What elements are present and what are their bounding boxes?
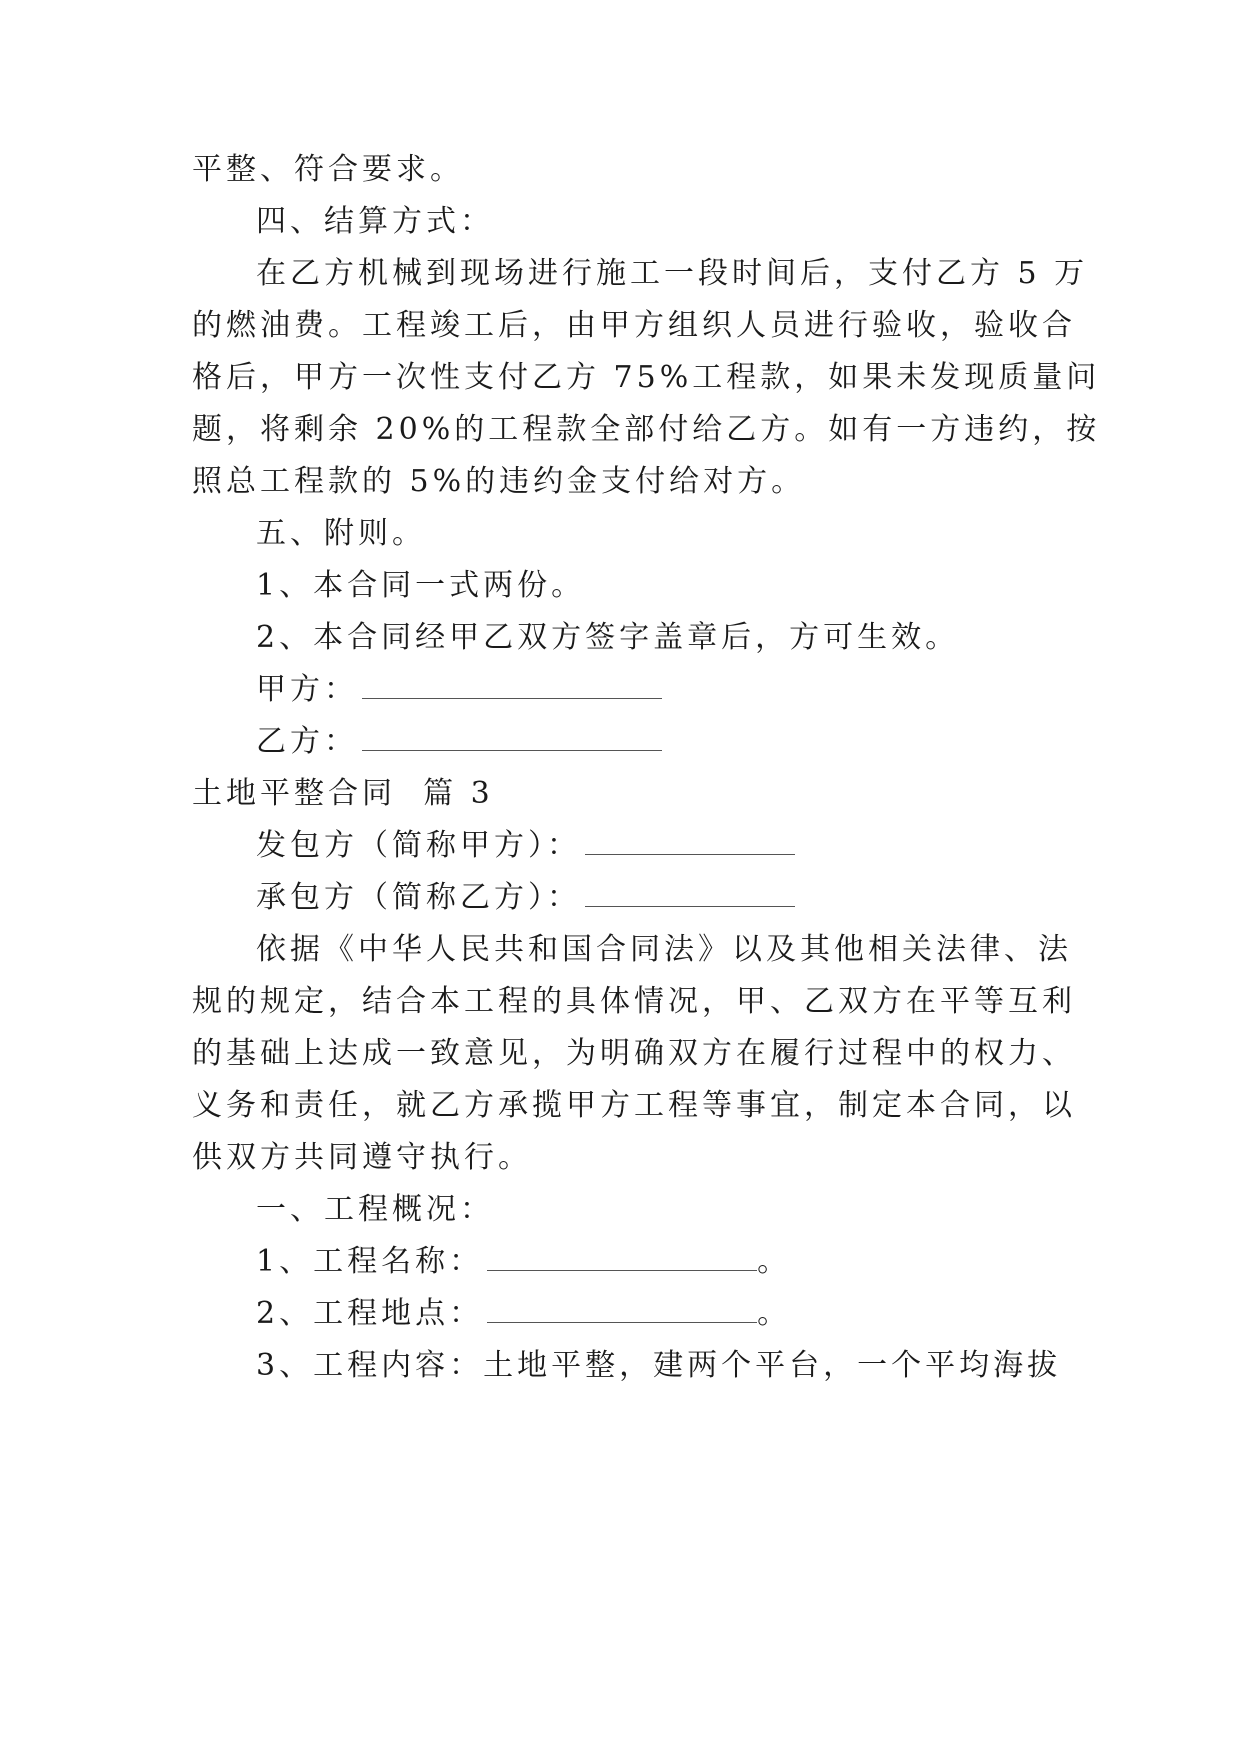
line-text: 2、工程地点：	[256, 1296, 484, 1331]
line-text: 供双方共同遵守执行。	[192, 1140, 532, 1175]
line-text: 平整、符合要求。	[192, 152, 464, 187]
text-line	[192, 982, 1076, 1022]
text-line	[256, 566, 585, 606]
issuer-blank	[585, 826, 795, 855]
line-text: 格后，甲方一次性支付乙方 75%工程款，如果未发现质量问	[192, 360, 1101, 395]
line-suffix: 。	[757, 1244, 792, 1279]
party-a-blank	[362, 670, 662, 699]
project-location-line	[256, 1294, 791, 1334]
text-line	[192, 358, 1100, 398]
line-text: 发包方（简称甲方）：	[256, 828, 581, 863]
party-b-signature-line	[256, 722, 662, 762]
project-name-line	[256, 1242, 791, 1282]
contractor-blank	[585, 878, 795, 907]
section-heading-appendix	[256, 514, 426, 554]
line-text: 在乙方机械到现场进行施工一段时间后，支付乙方 5 万	[256, 256, 1089, 291]
text-line	[192, 410, 1100, 450]
section-heading-overview	[256, 1190, 494, 1230]
text-line	[256, 930, 1072, 970]
party-a-signature-line	[256, 670, 662, 710]
line-text: 题，将剩余 20%的工程款全部付给乙方。如有一方违约，按	[192, 412, 1101, 447]
text-line	[192, 1086, 1076, 1126]
text-line	[192, 462, 805, 502]
text-line	[192, 306, 1076, 346]
contractor-line	[256, 878, 795, 918]
text-line	[192, 1138, 532, 1178]
line-text: 3、工程内容：土地平整，建两个平台，一个平均海拔	[256, 1348, 1062, 1383]
text-line	[256, 1346, 1061, 1386]
line-text: 义务和责任，就乙方承揽甲方工程等事宜，制定本合同，以	[192, 1088, 1076, 1123]
line-text: 照总工程款的 5%的违约金支付给对方。	[192, 464, 806, 499]
issuer-line	[256, 826, 795, 866]
line-text: 1、工程名称：	[256, 1244, 484, 1279]
line-text: 的基础上达成一致意见，为明确双方在履行过程中的权力、	[192, 1036, 1076, 1071]
line-text: 五、附则。	[256, 516, 426, 551]
line-text: 四、结算方式：	[256, 204, 494, 239]
line-text: 一、工程概况：	[256, 1192, 494, 1227]
line-text: 承包方（简称乙方）：	[256, 880, 581, 915]
line-suffix: 。	[757, 1296, 792, 1331]
text-line	[256, 254, 1088, 294]
section-heading-settlement	[256, 202, 494, 242]
contract-title	[192, 774, 494, 814]
party-b-blank	[362, 722, 662, 751]
line-text: 2、本合同经甲乙双方签字盖章后，方可生效。	[256, 620, 960, 655]
line-text: 的燃油费。工程竣工后，由甲方组织人员进行验收，验收合	[192, 308, 1076, 343]
line-text: 土地平整合同 篇 3	[192, 776, 494, 811]
text-line	[192, 1034, 1076, 1074]
line-text: 1、本合同一式两份。	[256, 568, 586, 603]
line-text: 乙方：	[256, 724, 358, 759]
line-text: 甲方：	[256, 672, 358, 707]
text-line	[192, 150, 464, 190]
project-name-blank	[487, 1242, 757, 1271]
line-text: 规的规定，结合本工程的具体情况，甲、乙双方在平等互利	[192, 984, 1076, 1019]
text-line	[256, 618, 959, 658]
line-text: 依据《中华人民共和国合同法》以及其他相关法律、法	[256, 932, 1072, 967]
project-location-blank	[487, 1294, 757, 1323]
